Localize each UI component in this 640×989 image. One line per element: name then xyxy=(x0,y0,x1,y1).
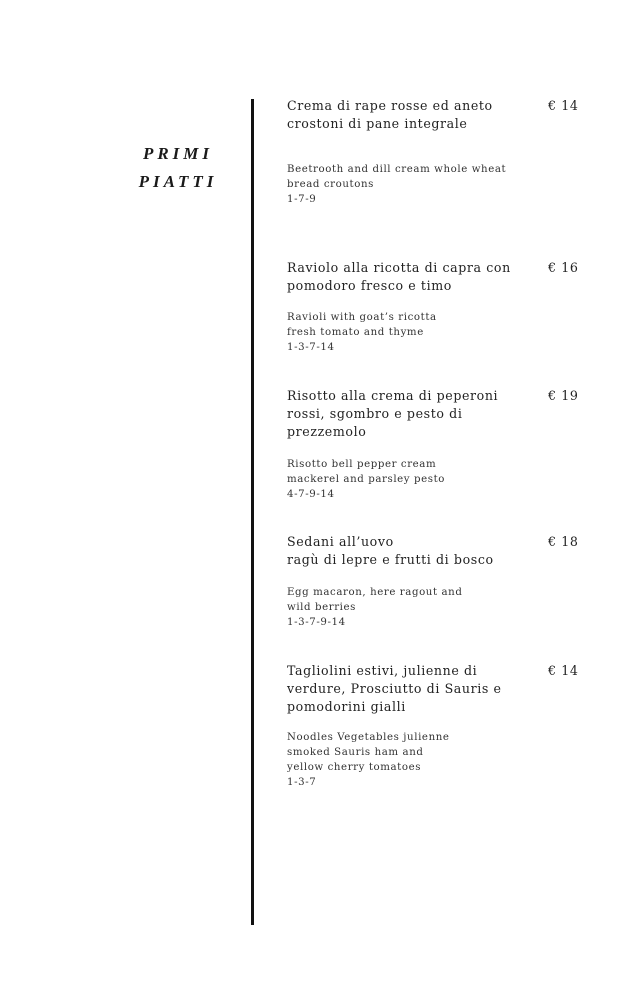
dish-allergens: 1-3-7 xyxy=(287,777,317,788)
dish-name-line: Raviolo alla ricotta di capra con xyxy=(287,260,511,275)
dish-name-line: Crema di rape rosse ed aneto xyxy=(287,98,493,113)
dish-allergens: 1-3-7-14 xyxy=(287,342,335,353)
dish-price: € 19 xyxy=(548,388,579,403)
dish-description xyxy=(287,457,587,487)
dish-allergens: 4-7-9-14 xyxy=(287,489,335,500)
dish-price: € 18 xyxy=(548,534,579,549)
dish-description-line: mackerel and parsley pesto xyxy=(287,474,446,485)
menu-item-risotto xyxy=(287,387,587,502)
dish-name-line: pomodorini gialli xyxy=(287,699,406,714)
dish-name-line: Tagliolini estivi, julienne di xyxy=(287,663,478,678)
dish-description-line: yellow cherry tomatoes xyxy=(287,762,422,773)
dish-allergens: 1-3-7-9-14 xyxy=(287,617,346,628)
dish-price: € 14 xyxy=(548,663,579,678)
dish-description xyxy=(287,310,587,340)
dish-description-line: Ravioli with goat’s ricotta xyxy=(287,312,437,323)
dish-description xyxy=(287,162,587,192)
dish-description-line: bread croutons xyxy=(287,179,374,190)
dish-name-line: prezzemolo xyxy=(287,424,367,439)
dish-name xyxy=(287,662,527,716)
menu-item-crema-rape xyxy=(287,97,587,207)
dish-name xyxy=(287,259,527,295)
dish-name xyxy=(287,533,527,569)
dish-name-line: rossi, sgombro e pesto di xyxy=(287,406,463,421)
dish-price: € 16 xyxy=(548,260,579,275)
menu-item-tagliolini xyxy=(287,662,587,790)
dish-description-line: smoked Sauris ham and xyxy=(287,747,424,758)
dish-name-line: verdure, Prosciutto di Sauris e xyxy=(287,681,502,696)
dish-description-line: Egg macaron, here ragout and xyxy=(287,587,463,598)
dish-allergens: 1-7-9 xyxy=(287,194,317,205)
vertical-divider xyxy=(251,99,254,925)
dish-description-line: Risotto bell pepper cream xyxy=(287,459,437,470)
dish-name-line: crostoni di pane integrale xyxy=(287,116,468,131)
dish-name-line: pomodoro fresco e timo xyxy=(287,278,452,293)
dish-description-line: Beetrooth and dill cream whole wheat xyxy=(287,164,507,175)
dish-description-line: fresh tomato and thyme xyxy=(287,327,424,338)
dish-description-line: wild berries xyxy=(287,602,357,613)
menu-item-raviolo xyxy=(287,259,587,355)
section-title-primi: PRIMI xyxy=(142,144,214,163)
dish-name xyxy=(287,387,527,441)
dish-name-line: ragù di lepre e frutti di bosco xyxy=(287,552,494,567)
dish-description xyxy=(287,585,587,615)
dish-description-line: Noodles Vegetables julienne xyxy=(287,732,450,743)
dish-price: € 14 xyxy=(548,98,579,113)
dish-name-line: Sedani all’uovo xyxy=(287,534,394,549)
section-title-piatti: PIATTI xyxy=(138,172,218,191)
menu-item-sedani xyxy=(287,533,587,630)
dish-name-line: Risotto alla crema di peperoni xyxy=(287,388,499,403)
dish-description xyxy=(287,730,587,775)
dish-name xyxy=(287,97,527,133)
